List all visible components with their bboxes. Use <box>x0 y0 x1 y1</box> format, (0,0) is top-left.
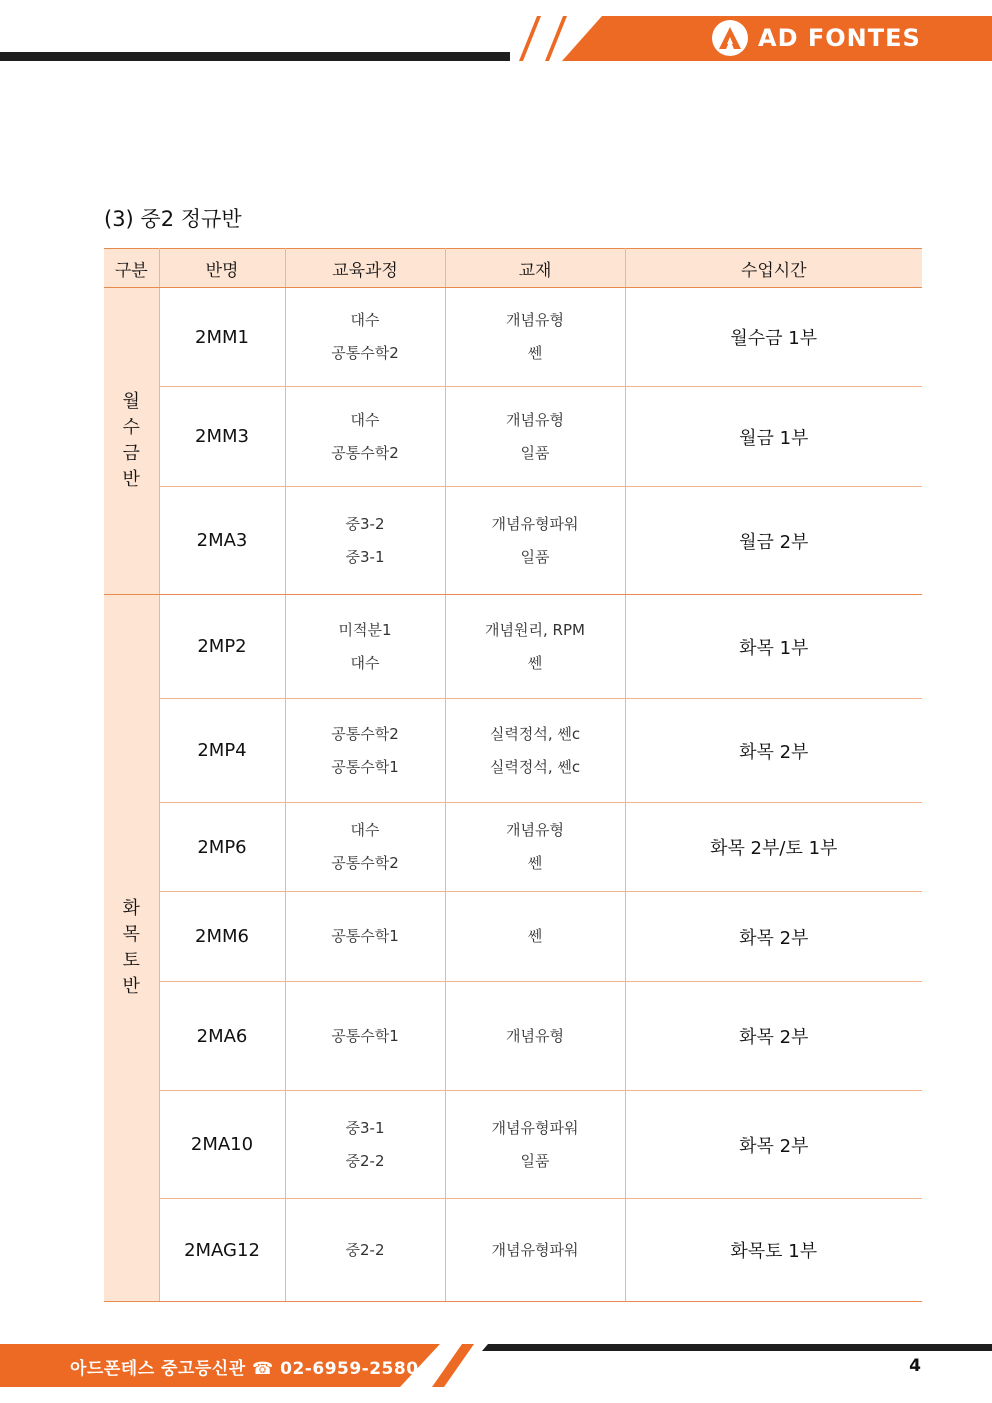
course-cell <box>285 1199 445 1302</box>
course-line: 공통수학2 <box>331 443 399 462</box>
book-line: 개념원리, RPM <box>485 620 585 639</box>
class-name: 2MP2 <box>159 595 285 699</box>
book-line: 실력정석, 쎈c <box>489 757 581 776</box>
book-cell <box>445 387 625 487</box>
course-cell <box>285 1091 445 1199</box>
table-row <box>104 387 922 487</box>
group-label-char: 반 <box>122 976 140 997</box>
book-line: 실력정석, 쎈c <box>489 724 581 743</box>
class-time: 화목 2부 <box>625 699 922 803</box>
course-cell <box>285 487 445 595</box>
class-time: 화목 2부 <box>625 892 922 982</box>
book-line: 쎈 <box>527 854 543 872</box>
course-line: 대수 <box>350 653 380 672</box>
class-name: 2MA3 <box>159 487 285 595</box>
group-label-char: 월 <box>122 391 140 412</box>
book-cell <box>445 487 625 595</box>
class-name: 2MAG12 <box>159 1199 285 1302</box>
book-line: 일품 <box>520 547 550 566</box>
course-line: 중3-1 <box>345 1118 385 1137</box>
class-name: 2MA10 <box>159 1091 285 1199</box>
header-stripe <box>545 16 567 61</box>
course-line: 중2-2 <box>345 1151 385 1170</box>
book-cell <box>445 288 625 387</box>
class-name: 2MA6 <box>159 982 285 1091</box>
course-line: 대수 <box>350 311 380 329</box>
table-row <box>104 288 922 387</box>
column-header: 반명 <box>159 249 285 288</box>
column-header: 수업시간 <box>625 249 922 288</box>
class-name: 2MP6 <box>159 803 285 892</box>
course-line: 중2-2 <box>345 1240 385 1259</box>
class-time: 화목 2부 <box>625 982 922 1091</box>
header-bar-dark <box>0 52 510 61</box>
header-stripe <box>519 16 541 61</box>
table-row <box>104 1091 922 1199</box>
book-line: 일품 <box>520 1151 550 1170</box>
book-cell <box>445 982 625 1091</box>
book-line: 개념유형파워 <box>491 1118 579 1137</box>
group-label-char: 수 <box>122 417 140 438</box>
book-cell <box>445 1199 625 1302</box>
table-row <box>104 803 922 892</box>
logo-mark-icon <box>712 20 748 56</box>
course-cell <box>285 288 445 387</box>
book-line: 쎈 <box>527 927 543 945</box>
table-row <box>104 982 922 1091</box>
group-label-char: 토 <box>122 950 140 971</box>
class-schedule-table <box>104 248 922 1302</box>
course-cell <box>285 595 445 699</box>
table-row <box>104 487 922 595</box>
table-row <box>104 699 922 803</box>
book-line: 개념유형파워 <box>491 514 579 533</box>
column-header: 교재 <box>445 249 625 288</box>
class-time: 월금 2부 <box>625 487 922 595</box>
group-label-char: 화 <box>122 898 140 919</box>
course-line: 중3-2 <box>345 514 385 533</box>
book-line: 일품 <box>520 443 550 462</box>
course-line: 공통수학1 <box>331 757 399 776</box>
course-line: 공통수학2 <box>331 724 399 743</box>
brand-logo <box>712 20 921 56</box>
column-header: 교육과정 <box>285 249 445 288</box>
table-header-row <box>104 249 922 288</box>
course-line: 미적분1 <box>338 620 392 639</box>
book-cell <box>445 892 625 982</box>
table-row <box>104 595 922 699</box>
group-label-char: 목 <box>122 924 140 945</box>
column-header: 구분 <box>104 249 159 288</box>
footer-contact: 아드폰테스 중고등신관 ☎ 02-6959-2580 <box>70 1359 419 1379</box>
class-time: 화목 1부 <box>625 595 922 699</box>
course-line: 중3-1 <box>345 547 385 566</box>
page-number: 4 <box>909 1356 921 1376</box>
book-line: 쎈 <box>527 653 543 672</box>
class-time: 월수금 1부 <box>625 288 922 387</box>
book-cell <box>445 699 625 803</box>
book-line: 개념유형파워 <box>491 1240 579 1259</box>
group-label-char: 반 <box>122 469 140 490</box>
book-line: 개념유형 <box>506 1026 564 1045</box>
footer-bar-dark <box>482 1344 992 1351</box>
class-name: 2MM6 <box>159 892 285 982</box>
book-cell <box>445 803 625 892</box>
group-cell-mwf <box>104 288 159 595</box>
book-line: 쎈 <box>527 344 543 362</box>
course-cell <box>285 982 445 1091</box>
course-cell <box>285 803 445 892</box>
book-line: 개념유형 <box>506 410 564 429</box>
course-cell <box>285 387 445 487</box>
brand-name: AD FONTES <box>758 24 921 52</box>
course-line: 공통수학1 <box>331 1026 399 1045</box>
class-time: 화목 2부 <box>625 1091 922 1199</box>
book-line: 개념유형 <box>506 821 564 839</box>
course-cell <box>285 892 445 982</box>
book-line: 개념유형 <box>506 311 564 329</box>
course-line: 대수 <box>350 410 380 429</box>
class-name: 2MM1 <box>159 288 285 387</box>
footer-stripe <box>432 1344 474 1387</box>
group-cell-tts <box>104 595 159 1302</box>
class-time: 월금 1부 <box>625 387 922 487</box>
course-cell <box>285 699 445 803</box>
class-time: 화목토 1부 <box>625 1199 922 1302</box>
book-cell <box>445 1091 625 1199</box>
table-row <box>104 1199 922 1302</box>
table-row <box>104 892 922 982</box>
book-cell <box>445 595 625 699</box>
course-line: 공통수학1 <box>331 927 399 945</box>
course-line: 공통수학2 <box>331 854 399 872</box>
group-label-char: 금 <box>122 443 140 464</box>
class-name: 2MM3 <box>159 387 285 487</box>
class-time: 화목 2부/토 1부 <box>625 803 922 892</box>
section-title: (3) 중2 정규반 <box>104 207 242 231</box>
course-line: 공통수학2 <box>331 344 399 362</box>
course-line: 대수 <box>350 821 380 839</box>
class-name: 2MP4 <box>159 699 285 803</box>
